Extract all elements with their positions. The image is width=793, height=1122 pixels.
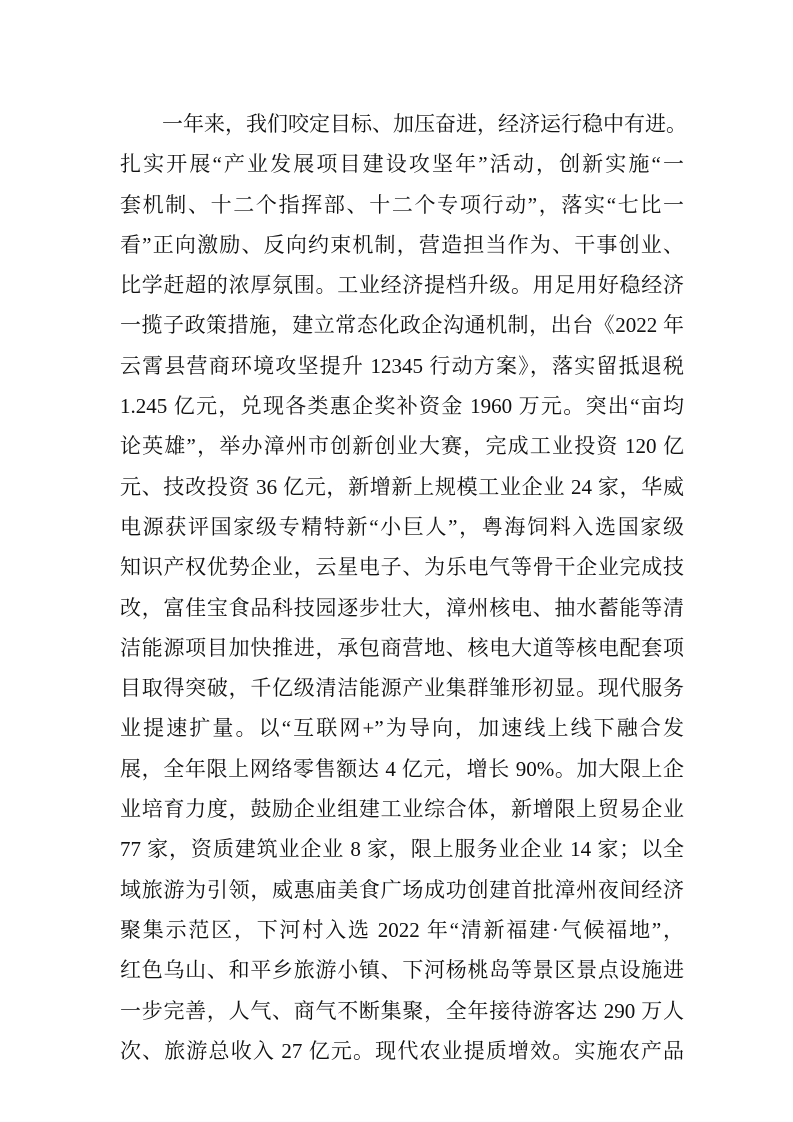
- paragraph-line: 云霄县营商环境攻坚提升 12345 行动方案》，落实留抵退税: [120, 353, 684, 378]
- paragraph-line: 看”正向激励、反向约束机制，营造担当作为、干事创业、: [120, 232, 684, 257]
- document-body: [120, 104, 687, 1071]
- paragraph-line: 改，富佳宝食品科技园逐步壮大，漳州核电、抽水蓄能等清: [120, 595, 684, 620]
- paragraph-line: 红色乌山、和平乡旅游小镇、下河杨桃岛等景区景点设施进: [120, 958, 684, 983]
- paragraph-line: 业培育力度，鼓励企业组建工业综合体，新增限上贸易企业: [120, 797, 684, 822]
- paragraph-line: 聚集示范区，下河村入选 2022 年“清新福建·气候福地”，: [120, 917, 684, 942]
- paragraph-line: 一年来，我们咬定目标、加压奋进，经济运行稳中有进。: [162, 112, 687, 136]
- paragraph-line: 域旅游为引领，威惠庙美食广场成功创建首批漳州夜间经济: [120, 877, 684, 902]
- paragraph-line: 次、旅游总收入 27 亿元。现代农业提质增效。实施农产品: [120, 1038, 684, 1063]
- paragraph-line: 一揽子政策措施，建立常态化政企沟通机制，出台《2022 年: [120, 313, 684, 338]
- paragraph-line: 电源获评国家级专精特新“小巨人”，粤海饲料入选国家级: [120, 514, 684, 539]
- paragraph-line: 一步完善，人气、商气不断集聚，全年接待游客达 290 万人: [120, 998, 684, 1023]
- paragraph-line: 套机制、十二个指挥部、十二个专项行动”，落实“七比一: [120, 192, 684, 217]
- paragraph-line: 论英雄”，举办漳州市创新创业大赛，完成工业投资 120 亿: [120, 434, 684, 459]
- paragraph-line: 扎实开展“产业发展项目建设攻坚年”活动，创新实施“一: [120, 152, 684, 177]
- paragraph-line: 知识产权优势企业，云星电子、为乐电气等骨干企业完成技: [120, 555, 684, 580]
- paragraph-line: 77 家，资质建筑业企业 8 家，限上服务业企业 14 家；以全: [120, 837, 684, 862]
- paragraph-line: 目取得突破，千亿级清洁能源产业集群雏形初显。现代服务: [120, 676, 684, 701]
- paragraph-line: 1.245 亿元，兑现各类惠企奖补资金 1960 万元。突出“亩均: [120, 394, 684, 419]
- paragraph-line: 业提速扩量。以“互联网+”为导向，加速线上线下融合发: [120, 716, 684, 741]
- paragraph-line: 展，全年限上网络零售额达 4 亿元，增长 90%。加大限上企: [120, 756, 684, 781]
- paragraph-line: 元、技改投资 36 亿元，新增新上规模工业企业 24 家，华威: [120, 474, 684, 499]
- paragraph-line: 洁能源项目加快推进，承包商营地、核电大道等核电配套项: [120, 635, 684, 660]
- paragraph-line: 比学赶超的浓厚氛围。工业经济提档升级。用足用好稳经济: [120, 273, 684, 298]
